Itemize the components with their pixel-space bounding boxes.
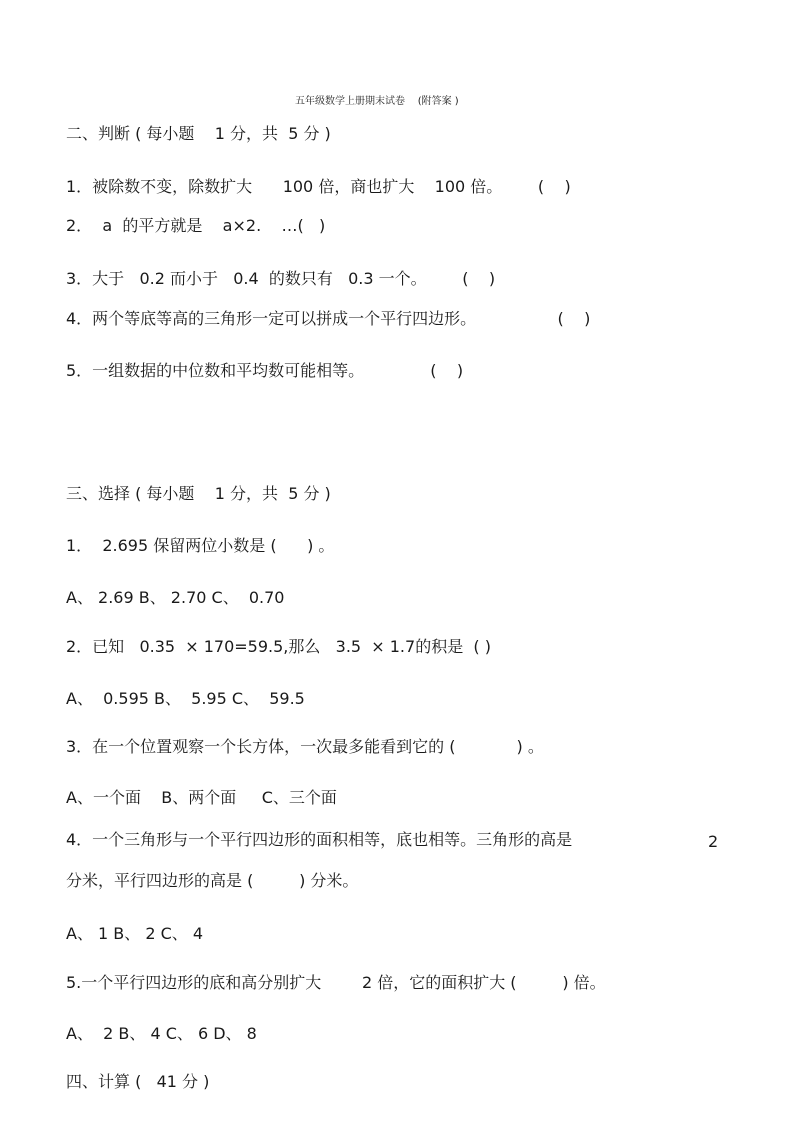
answer-options: A、 2.69 B、 2.70 C、 0.70 [66, 588, 285, 607]
question-item: 4．两个等底等高的三角形一定可以拼成一个平行四边形。 ( ) [66, 309, 591, 328]
section-title: 四、计算 ( 41 分 ) [66, 1072, 210, 1091]
answer-options: A、一个面 B、两个面 C、三个面 [66, 788, 337, 807]
section-title: 三、选择 ( 每小题 1 分，共 5 分 ) [66, 484, 331, 503]
question-item: 3．大于 0.2 而小于 0.4 的数只有 0.3 一个。 ( ) [66, 269, 496, 288]
answer-options: A、 2 B、 4 C、 6 D、 8 [66, 1024, 257, 1043]
section-title: 二、判断 ( 每小题 1 分，共 5 分 ) [66, 124, 331, 143]
question-value: 2 [708, 832, 719, 851]
question-item: 2．已知 0.35 × 170=59.5,那么 3.5 × 1.7的积是 ( ) [66, 637, 491, 656]
question-item: 5．一组数据的中位数和平均数可能相等。 ( ) [66, 361, 464, 380]
question-item: 5.一个平行四边形的底和高分别扩大 2 倍，它的面积扩大 ( ) 倍。 [66, 973, 606, 992]
question-item: 1．被除数不变，除数扩大 100 倍，商也扩大 100 倍。 ( ) [66, 177, 571, 196]
question-item: 3．在一个位置观察一个长方体，一次最多能看到它的 ( ) 。 [66, 737, 544, 756]
question-item-continued: 分米，平行四边形的高是 ( ) 分米。 [66, 871, 359, 890]
question-item: 2． a 的平方就是 a×2. …( ) [66, 216, 326, 235]
page-header: 五年级数学上册期末试卷 (附答案 ) [295, 96, 459, 107]
question-item: 4．一个三角形与一个平行四边形的面积相等，底也相等。三角形的高是 [66, 830, 573, 849]
question-item: 1． 2.695 保留两位小数是 ( ) 。 [66, 536, 335, 555]
answer-options: A、 0.595 B、 5.95 C、 59.5 [66, 689, 305, 708]
answer-options: A、 1 B、 2 C、 4 [66, 924, 204, 943]
